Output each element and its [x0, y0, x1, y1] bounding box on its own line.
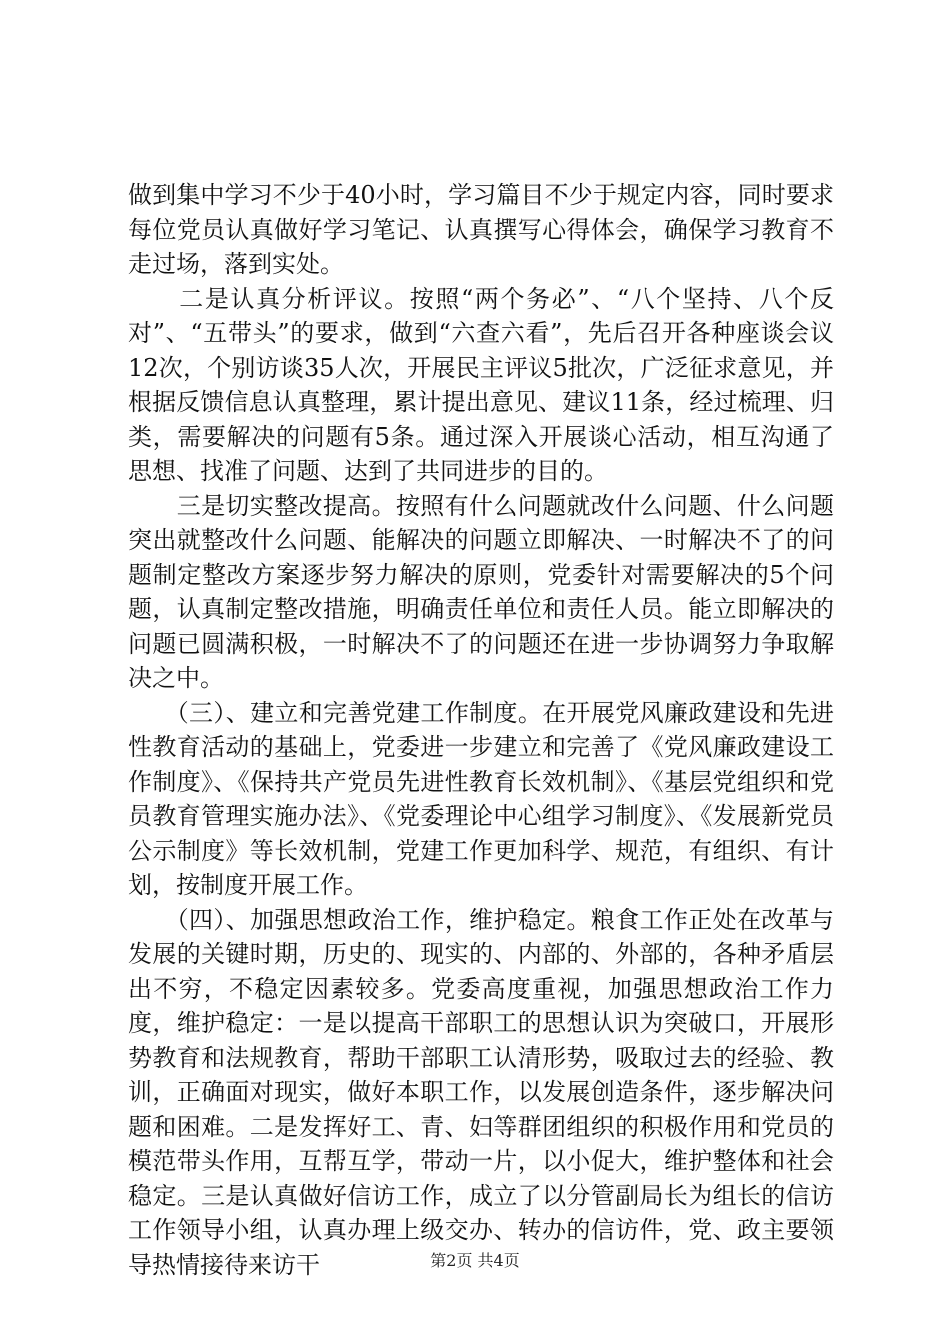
page-number-footer: 第2页 共4页	[430, 1251, 520, 1270]
paragraph-1: 做到集中学习不少于40小时，学习篇目不少于规定内容，同时要求每位党员认真做好学习笔记、认真撰写心得体会，确保学习教育不走过场，落到实处。	[128, 181, 834, 278]
document-body	[128, 178, 834, 1282]
paragraph-3: 三是切实整改提高。按照有什么问题就改什么问题、什么问题突出就整改什么问题、能解决的问题立即解决、一时解决不了的问题制定整改方案逐步努力解决的原则，党委针对需要解决的5个问题，认真制定整改措施，明确责任单位和责任人员。能立即解决的问题已圆满积极，一时解决不了的问题还在进一步协调努力争取解决之中。	[128, 491, 834, 692]
paragraph-5: （四）、加强思想政治工作，维护稳定。粮食工作正处在改革与发展的关键时期，历史的、现实的、内部的、外部的，各种矛盾层出不穷，不稳定因素较多。党委高度重视，加强思想政治工作力度，维护稳定：一是以提高干部职工的思想认识为突破口，开展形势教育和法规教育，帮助干部职工认清形势，吸取过去的经验、教训，正确面对现实，做好本职工作，以发展创造条件，逐步解决问题和困难。二是发挥好工、青、妇等群团组织的积极作用和党员的模范带头作用，互帮互学，带动一片，以小促大，维护整体和社会稳定。三是认真做好信访工作，成立了以分管副局长为组长的信访工作领导小组，认真办理上级交办、转办的信访件，党、政主要领导热情接待来访干	[128, 905, 834, 1279]
paragraph-4: （三）、建立和完善党建工作制度。在开展党风廉政建设和先进性教育活动的基础上，党委进一步建立和完善了《党风廉政建设工作制度》、《保持共产党员先进性教育长效机制》、《基层党组织和党员教育管理实施办法》、《党委理论中心组学习制度》、《发展新党员公示制度》等长效机制，党建工作更加科学、规范，有组织、有计划，按制度开展工作。	[128, 698, 834, 899]
paragraph-2: 二是认真分析评议。按照“两个务必”、“八个坚持、八个反对”、“五带头”的要求，做到“六查六看”，先后召开各种座谈会议12次，个别访谈35人次，开展民主评议5批次，广泛征求意见，并根据反馈信息认真整理，累计提出意见、建议11条，经过梳理、归类，需要解决的问题有5条。通过深入开展谈心活动，相互沟通了思想、找准了问题、达到了共同进步的目的。	[128, 284, 834, 485]
